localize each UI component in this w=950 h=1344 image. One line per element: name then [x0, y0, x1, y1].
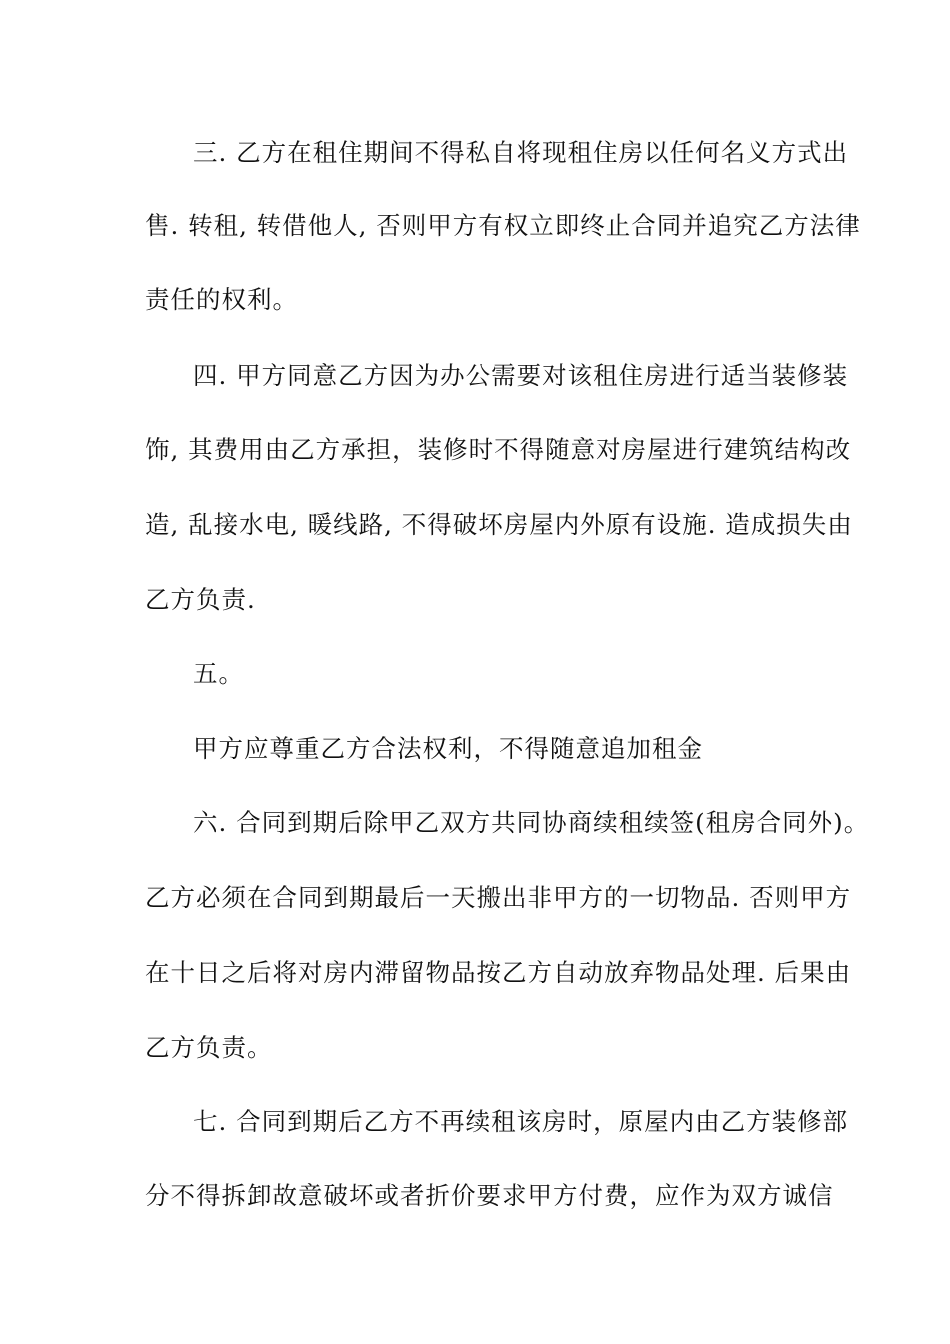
clause-5-line-1: 甲方应尊重乙方合法权利，不得随意追加租金: [193, 734, 703, 763]
clause-4-line-3: 造, 乱接水电, 暖线路, 不得破坏房屋内外原有设施. 造成损失由: [145, 510, 853, 539]
clause-4-line-4: 乙方负责.: [145, 585, 256, 614]
clause-6-line-4: 乙方负责。: [145, 1033, 273, 1062]
clause-3-line-2: 售. 转租, 转借他人, 否则甲方有权立即终止合同并追究乙方法律: [145, 211, 861, 240]
clause-6-line-1: 六. 合同到期后除甲乙双方共同协商续租续签(租房合同外)。: [193, 808, 870, 837]
clause-5-heading: 五。: [193, 659, 244, 688]
clause-4-line-2: 饰, 其费用由乙方承担，装修时不得随意对房屋进行建筑结构改: [145, 435, 852, 464]
clause-4-line-1: 四. 甲方同意乙方因为办公需要对该租住房进行适当装修装: [193, 361, 849, 390]
clause-3-line-3: 责任的权利。: [145, 285, 298, 314]
clause-7-line-1: 七. 合同到期后乙方不再续租该房时，原屋内由乙方装修部: [193, 1107, 849, 1136]
clause-7-line-2: 分不得拆卸故意破坏或者折价要求甲方付费，应作为双方诚信: [145, 1181, 834, 1210]
clause-6-line-3: 在十日之后将对房内滞留物品按乙方自动放弃物品处理. 后果由: [145, 958, 852, 987]
clause-6-line-2: 乙方必须在合同到期最后一天搬出非甲方的一切物品. 否则甲方: [145, 883, 852, 912]
clause-3-line-1: 三. 乙方在租住期间不得私自将现租住房以任何名义方式出: [193, 138, 849, 167]
